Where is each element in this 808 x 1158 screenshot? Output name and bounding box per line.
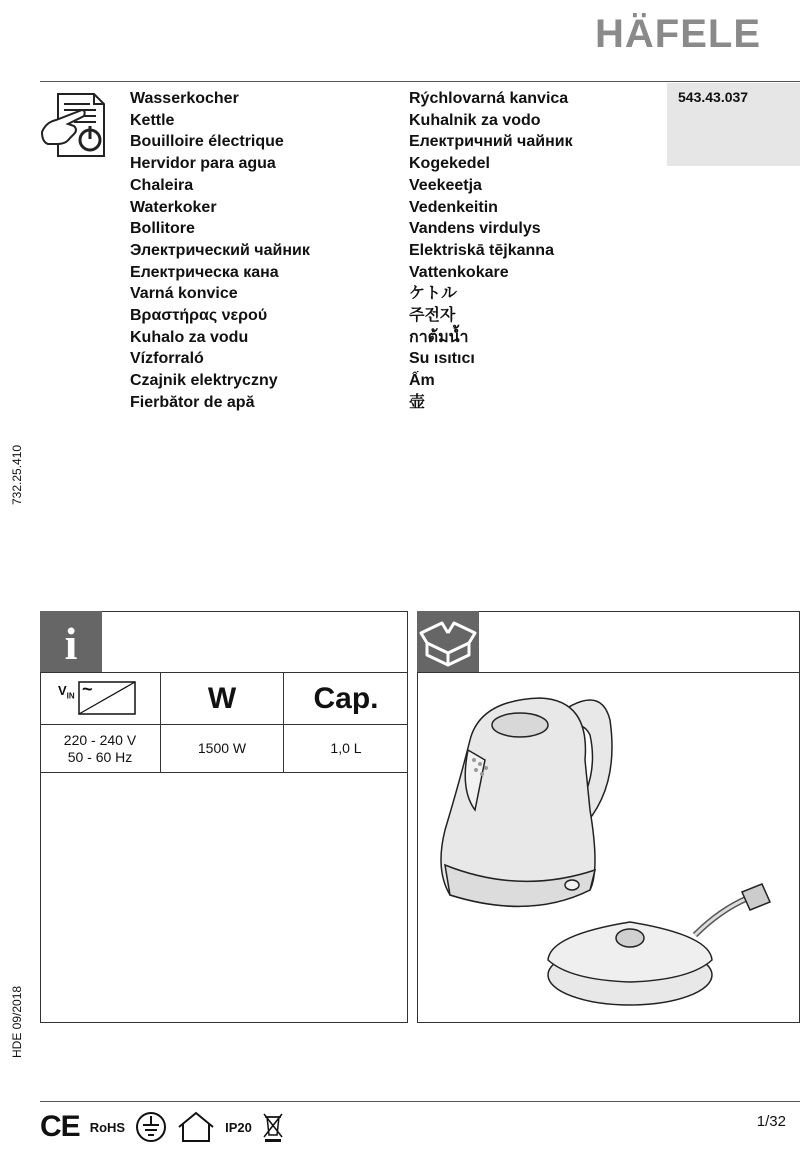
- manual-power-icon: [40, 92, 106, 160]
- panel-divider: [417, 672, 800, 673]
- name-item: Varná konvice: [130, 285, 238, 303]
- name-item: Kogekedel: [409, 155, 490, 173]
- weee-bin-icon: [262, 1111, 284, 1143]
- name-item: Bollitore: [130, 220, 195, 238]
- voltage-header: [40, 673, 161, 724]
- article-number: 543.43.037: [678, 89, 749, 105]
- kettle-illustration: [430, 680, 790, 1015]
- ac-symbol: ~: [82, 679, 93, 699]
- name-item: ケトル: [409, 285, 458, 303]
- name-item: Vandens virdulys: [409, 220, 541, 238]
- voltage-range: 220 - 240 V: [63, 731, 137, 748]
- voltage-value: [40, 725, 161, 772]
- header-rule: [40, 81, 800, 82]
- rohs-icon: RoHS: [89, 1119, 126, 1135]
- name-item: Hervidor para agua: [130, 155, 276, 173]
- name-item: Veekeetja: [409, 176, 482, 194]
- footer-rule: [40, 1101, 800, 1102]
- brand-logo: HÄFELE: [595, 12, 761, 56]
- name-item: Chaleira: [130, 176, 194, 194]
- capacity-header: Cap.: [313, 681, 379, 715]
- name-item: Vattenkokare: [409, 263, 509, 281]
- name-item: Ấm: [409, 372, 435, 390]
- power-value: 1500 W: [161, 725, 284, 772]
- name-item: Kuhalnik za vodo: [409, 111, 541, 129]
- svg-text:i: i: [64, 618, 78, 669]
- product-names-right: [409, 88, 573, 414]
- name-item: Elektriskā tējkanna: [409, 241, 554, 259]
- document-date: HDE 09/2018: [10, 985, 24, 1058]
- name-item: กาต้มน้ำ: [409, 328, 469, 346]
- name-item: Электрический чайник: [130, 241, 310, 259]
- name-item: 주전자: [409, 307, 456, 325]
- product-names-left: [130, 88, 310, 414]
- name-item: Su ısıtıcı: [409, 350, 475, 368]
- name-item: Rýchlovarná kanvica: [409, 90, 569, 107]
- name-item: 壶: [409, 393, 426, 411]
- name-item: Kuhalo za vodu: [130, 328, 249, 346]
- page-number: 1/32: [756, 1113, 786, 1130]
- power-header: W: [161, 673, 284, 724]
- ce-mark-icon: CE: [40, 1110, 80, 1143]
- specs-value-row: [40, 725, 408, 773]
- info-icon: [40, 611, 102, 673]
- name-item: Fierbător de apă: [130, 393, 255, 411]
- voltage-label: $V_{IN}$: [58, 683, 75, 701]
- specs-header-row: [40, 673, 408, 725]
- name-item: Vízforraló: [130, 350, 204, 368]
- box-tab: [417, 611, 479, 673]
- open-box-icon: [417, 611, 479, 673]
- certification-icons: [40, 1108, 284, 1146]
- name-item: Електрическа кана: [130, 263, 279, 281]
- frequency-range: 50 - 60 Hz: [67, 748, 133, 765]
- document-code: 732.25.410: [10, 444, 24, 505]
- indoor-use-icon: [177, 1111, 215, 1143]
- name-item: Bouilloire électrique: [130, 133, 284, 151]
- name-item: Vedenkeitin: [409, 198, 498, 216]
- name-item: Waterkoker: [130, 198, 217, 216]
- name-item: Βραστήρας νερού: [130, 307, 268, 325]
- name-item: Wasserkocher: [130, 90, 239, 107]
- ground-icon: [135, 1111, 167, 1143]
- name-item: Електричний чайник: [409, 133, 573, 151]
- info-tab: [40, 611, 102, 673]
- capacity-value: 1,0 L: [330, 740, 362, 756]
- name-item: Czajnik elektryczny: [130, 372, 278, 390]
- name-item: Kettle: [130, 111, 175, 129]
- ip-rating-icon: IP20: [225, 1119, 252, 1135]
